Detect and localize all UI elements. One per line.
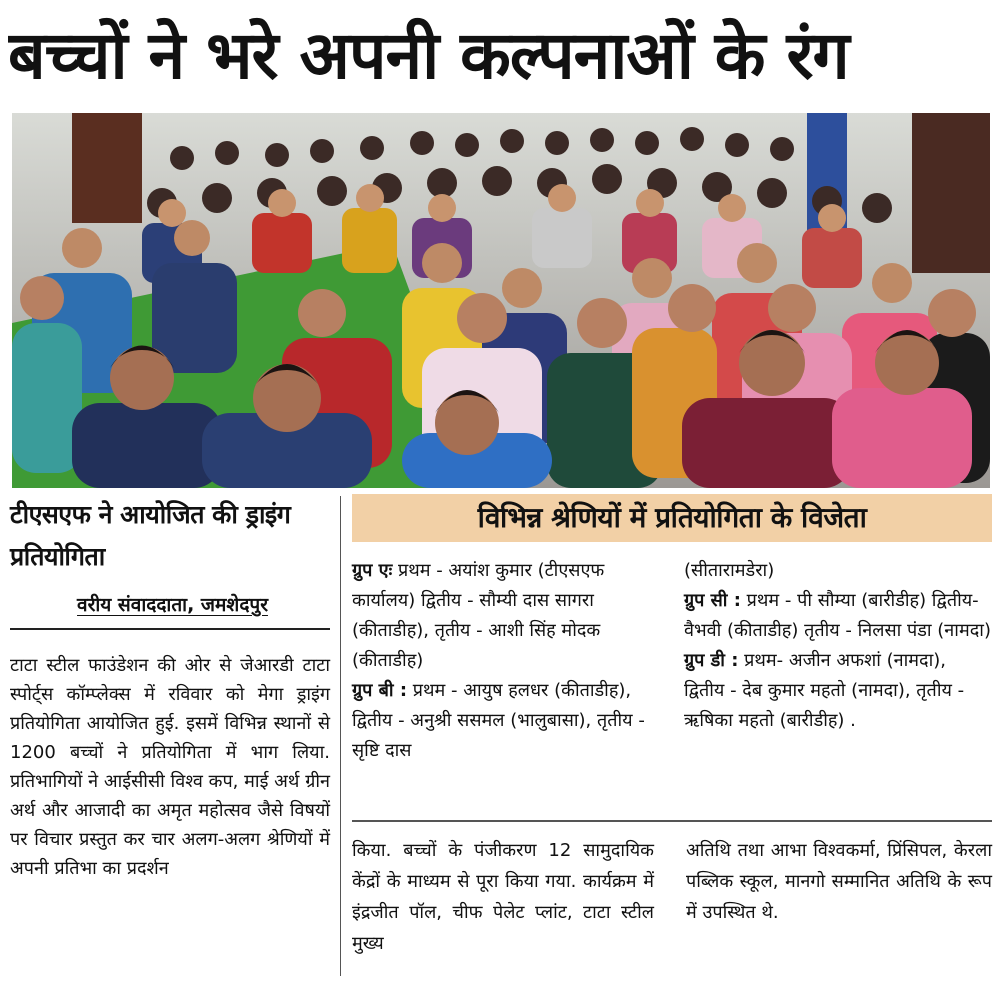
- headline: बच्चों ने भरे अपनी कल्पनाओं के रंग: [8, 17, 849, 94]
- article-body-column-1: टाटा स्टील फाउंडेशन की ओर से जेआरडी टाटा स्पोर्ट्स कॉम्प्लेक्स में रविवार को मेगा ड्राइंग प्रतियोगिता आयोजित हुई. इसमें विभिन्न स्थानों से 1200 बच्चों ने प्रतियोगिता में भाग लिया. प्रतिभागियों ने आईसीसी विश्व कप, माई अर्थ ग्रीन अर्थ और आजादी का अमृत महोत्सव जैसे विषयों पर विचार प्रस्तुत कर चार अलग-अलग श्रेणियों में अपनी प्रतिभा का प्रदर्शन: [10, 655, 330, 879]
- group-c-label: ग्रुप सी :: [684, 590, 741, 611]
- winners-column-left: [352, 556, 662, 766]
- article-body-column-3: अतिथि तथा आभा विश्वकर्मा, प्रिंसिपल, केरला पब्लिक स्कूल, मानगो सम्मानित अतिथि के रूप में उपस्थित थे.: [686, 840, 992, 923]
- photo-illustration: [12, 113, 990, 488]
- group-a-label: ग्रुप एः: [352, 560, 393, 581]
- byline: [10, 591, 335, 617]
- group-a-text: प्रथम - अयांश कुमार (टीएसएफ कार्यालय) द्वितीय - सौम्यी दास सागरा (कीताडीह), तृतीय - आशी सिंह मोदक (कीताडीह): [352, 560, 605, 671]
- group-d-text: प्रथम- अजीन अफशां (नामदा), द्वितीय - देब कुमार महतो (नामदा), तृतीय - ऋषिका महतो (बारीडीह) .: [684, 650, 965, 731]
- column-divider: [340, 496, 341, 976]
- winners-bottom-divider: [352, 820, 992, 822]
- winners-group-a: [352, 556, 662, 676]
- article-body-column-2: किया. बच्चों के पंजीकरण 12 सामुदायिक केंद्रों के माध्यम से पूरा किया गया. कार्यक्रम में इंद्रजीत पॉल, चीफ पेलेट प्लांट, टाटा स्टील मुख्य: [352, 840, 654, 954]
- winners-banner: [352, 494, 992, 542]
- group-c-text: प्रथम - पी सौम्या (बारीडीह) द्वितीय- वैभवी (कीताडीह) तृतीय - निलसा पंडा (नामदा): [684, 590, 991, 641]
- group-b-continuation: (सीतारामडेरा): [684, 560, 775, 581]
- winners-column-right: [684, 556, 992, 736]
- winners-group-c: [684, 586, 992, 646]
- winners-group-b: [352, 676, 662, 766]
- sub-headline: टीएसएफ ने आयोजित की ड्राइंग प्रतियोगिता: [10, 500, 291, 571]
- winners-title: विभिन्न श्रेणियों में प्रतियोगिता के विजेता: [477, 501, 867, 534]
- byline-divider: [10, 628, 330, 630]
- news-photo-children-seated: [12, 113, 990, 488]
- winners-group-d: [684, 646, 992, 736]
- group-d-label: ग्रुप डी :: [684, 650, 739, 671]
- group-b-text: प्रथम - आयुष हलधर (कीताडीह), द्वितीय - अनुश्री ससमल (भालुबासा), तृतीय - सृष्टि दास: [352, 680, 645, 761]
- byline-text: वरीय संवाददाता, जमशेदपुर: [77, 594, 268, 616]
- group-b-label: ग्रुप बी :: [352, 680, 408, 701]
